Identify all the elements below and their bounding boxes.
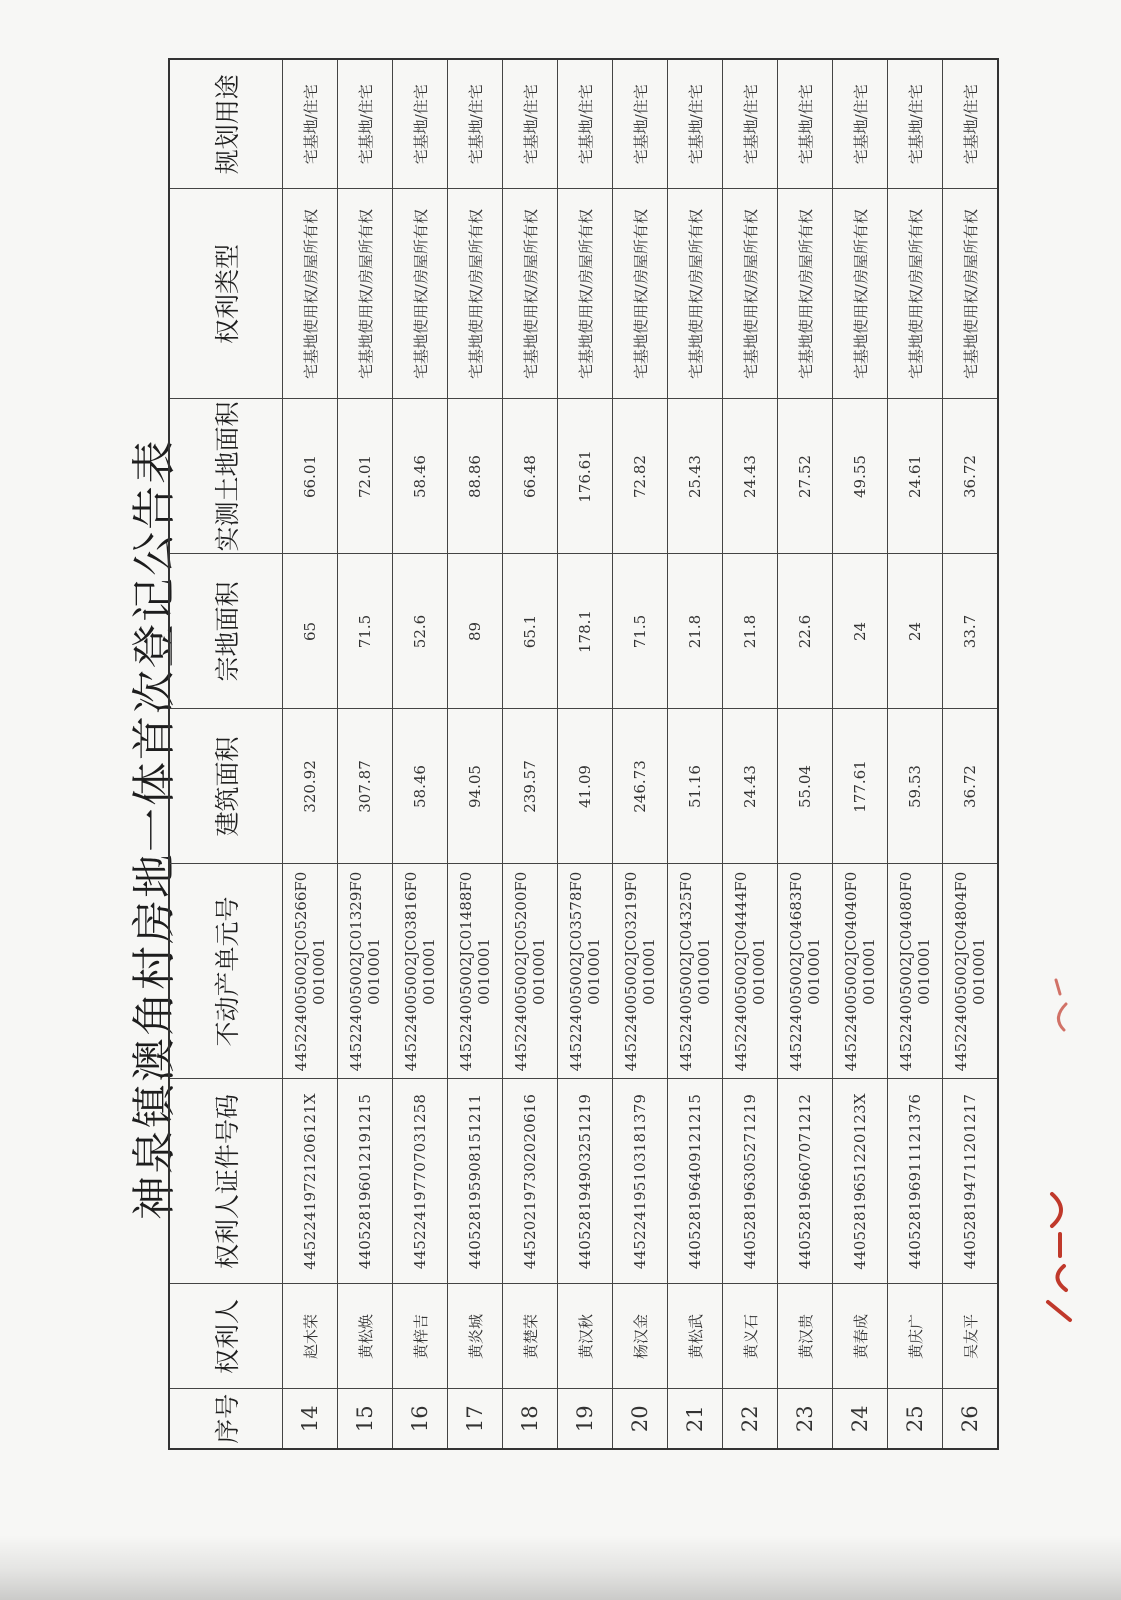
cell-right-type: 宅基地使用权/房屋所有权 bbox=[558, 189, 613, 399]
header-parcel-area: 宗地面积 bbox=[169, 554, 283, 709]
cell-owner: 黄炎城 bbox=[448, 1284, 503, 1389]
cell-planned-use: 宅基地/住宅 bbox=[668, 59, 723, 189]
cell-right-type: 宅基地使用权/房屋所有权 bbox=[668, 189, 723, 399]
cell-building-area: 320.92 bbox=[283, 709, 338, 864]
cell-owner: 黄楚荣 bbox=[503, 1284, 558, 1389]
cell-building-area: 58.46 bbox=[393, 709, 448, 864]
cell-unit-number: 445224005002JC04683F00010001 bbox=[778, 864, 833, 1079]
cell-surveyed-area: 72.01 bbox=[338, 399, 393, 554]
cell-right-type: 宅基地使用权/房屋所有权 bbox=[283, 189, 338, 399]
cell-owner: 黄汉贵 bbox=[778, 1284, 833, 1389]
table-row bbox=[723, 59, 778, 1449]
cell-surveyed-area: 66.01 bbox=[283, 399, 338, 554]
cell-planned-use: 宅基地/住宅 bbox=[778, 59, 833, 189]
cell-surveyed-area: 66.48 bbox=[503, 399, 558, 554]
cell-parcel-area: 178.1 bbox=[558, 554, 613, 709]
cell-building-area: 51.16 bbox=[668, 709, 723, 864]
cell-right-type: 宅基地使用权/房屋所有权 bbox=[503, 189, 558, 399]
table-row bbox=[283, 59, 338, 1449]
cell-seq: 19 bbox=[558, 1389, 613, 1449]
cell-owner: 杨汉金 bbox=[613, 1284, 668, 1389]
cell-surveyed-area: 36.72 bbox=[943, 399, 999, 554]
cell-parcel-area: 65.1 bbox=[503, 554, 558, 709]
cell-seq: 24 bbox=[833, 1389, 888, 1449]
cell-building-area: 55.04 bbox=[778, 709, 833, 864]
cell-unit-number: 445224005002JC04325F00010001 bbox=[668, 864, 723, 1079]
cell-parcel-area: 22.6 bbox=[778, 554, 833, 709]
cell-id-number: 440528196911121376 bbox=[888, 1079, 943, 1284]
cell-planned-use: 宅基地/住宅 bbox=[943, 59, 999, 189]
cell-unit-number: 445224005002JC05266F00010001 bbox=[283, 864, 338, 1079]
cell-building-area: 59.53 bbox=[888, 709, 943, 864]
cell-id-number: 445224197707031258 bbox=[393, 1079, 448, 1284]
cell-planned-use: 宅基地/住宅 bbox=[503, 59, 558, 189]
table-row bbox=[613, 59, 668, 1449]
cell-right-type: 宅基地使用权/房屋所有权 bbox=[833, 189, 888, 399]
document-title: 神泉镇澳角村房地一体首次登记公告表 bbox=[129, 438, 180, 1220]
cell-surveyed-area: 24.61 bbox=[888, 399, 943, 554]
cell-building-area: 246.73 bbox=[613, 709, 668, 864]
cell-id-number: 440528194711201217 bbox=[943, 1079, 999, 1284]
cell-owner: 黄松焕 bbox=[338, 1284, 393, 1389]
cell-owner: 黄汉秋 bbox=[558, 1284, 613, 1389]
cell-right-type: 宅基地使用权/房屋所有权 bbox=[888, 189, 943, 399]
header-surveyed-land-area: 实测土地面积 bbox=[169, 399, 283, 554]
table-row bbox=[393, 59, 448, 1449]
cell-id-number: 440528196607071212 bbox=[778, 1079, 833, 1284]
header-owner: 权利人 bbox=[169, 1284, 283, 1389]
cell-id-number: 445224195103181379 bbox=[613, 1079, 668, 1284]
cell-unit-number: 445224005002JC03219F00010001 bbox=[613, 864, 668, 1079]
cell-unit-number: 445224005002JC04804F00010001 bbox=[943, 864, 999, 1079]
cell-seq: 26 bbox=[943, 1389, 999, 1449]
cell-planned-use: 宅基地/住宅 bbox=[448, 59, 503, 189]
cell-seq: 23 bbox=[778, 1389, 833, 1449]
cell-planned-use: 宅基地/住宅 bbox=[613, 59, 668, 189]
cell-parcel-area: 71.5 bbox=[613, 554, 668, 709]
table-row bbox=[833, 59, 888, 1449]
cell-surveyed-area: 24.43 bbox=[723, 399, 778, 554]
header-building-area: 建筑面积 bbox=[169, 709, 283, 864]
table-row bbox=[558, 59, 613, 1449]
cell-building-area: 41.09 bbox=[558, 709, 613, 864]
cell-right-type: 宅基地使用权/房屋所有权 bbox=[338, 189, 393, 399]
header-planned-use: 规划用途 bbox=[169, 59, 283, 189]
handwriting-stroke bbox=[1056, 980, 1066, 1030]
cell-right-type: 宅基地使用权/房屋所有权 bbox=[393, 189, 448, 399]
cell-planned-use: 宅基地/住宅 bbox=[558, 59, 613, 189]
cell-parcel-area: 24 bbox=[833, 554, 888, 709]
cell-right-type: 宅基地使用权/房屋所有权 bbox=[723, 189, 778, 399]
cell-id-number: 44522419721206121X bbox=[283, 1079, 338, 1284]
cell-id-number: 440528195908151211 bbox=[448, 1079, 503, 1284]
cell-owner: 黄春成 bbox=[833, 1284, 888, 1389]
table-row bbox=[503, 59, 558, 1449]
cell-seq: 18 bbox=[503, 1389, 558, 1449]
cell-surveyed-area: 25.43 bbox=[668, 399, 723, 554]
cell-owner: 黄义石 bbox=[723, 1284, 778, 1389]
cell-parcel-area: 89 bbox=[448, 554, 503, 709]
cell-right-type: 宅基地使用权/房屋所有权 bbox=[943, 189, 999, 399]
cell-id-number: 44052819651220123X bbox=[833, 1079, 888, 1284]
cell-seq: 22 bbox=[723, 1389, 778, 1449]
table-row bbox=[338, 59, 393, 1449]
cell-unit-number: 445224005002JC03816F00010001 bbox=[393, 864, 448, 1079]
table-row bbox=[448, 59, 503, 1449]
cell-seq: 25 bbox=[888, 1389, 943, 1449]
cell-building-area: 24.43 bbox=[723, 709, 778, 864]
cell-id-number: 440528196409121215 bbox=[668, 1079, 723, 1284]
cell-parcel-area: 21.8 bbox=[723, 554, 778, 709]
cell-surveyed-area: 58.46 bbox=[393, 399, 448, 554]
cell-building-area: 239.57 bbox=[503, 709, 558, 864]
cell-owner: 吴友平 bbox=[943, 1284, 999, 1389]
table-row bbox=[668, 59, 723, 1449]
cell-surveyed-area: 72.82 bbox=[613, 399, 668, 554]
cell-parcel-area: 24 bbox=[888, 554, 943, 709]
cell-right-type: 宅基地使用权/房屋所有权 bbox=[613, 189, 668, 399]
cell-id-number: 440528196012191215 bbox=[338, 1079, 393, 1284]
cell-seq: 14 bbox=[283, 1389, 338, 1449]
cell-unit-number: 445224005002JC04080F00010001 bbox=[888, 864, 943, 1079]
header-right-type: 权利类型 bbox=[169, 189, 283, 399]
table-row bbox=[943, 59, 999, 1449]
header-unit-number: 不动产单元号 bbox=[169, 864, 283, 1079]
cell-right-type: 宅基地使用权/房屋所有权 bbox=[448, 189, 503, 399]
cell-planned-use: 宅基地/住宅 bbox=[338, 59, 393, 189]
cell-unit-number: 445224005002JC04040F00010001 bbox=[833, 864, 888, 1079]
cell-unit-number: 445224005002JC04444F00010001 bbox=[723, 864, 778, 1079]
cell-building-area: 307.87 bbox=[338, 709, 393, 864]
cell-planned-use: 宅基地/住宅 bbox=[833, 59, 888, 189]
cell-id-number: 445202197302020616 bbox=[503, 1079, 558, 1284]
cell-owner: 黄庆广 bbox=[888, 1284, 943, 1389]
table-row bbox=[888, 59, 943, 1449]
cell-planned-use: 宅基地/住宅 bbox=[283, 59, 338, 189]
cell-owner: 黄松武 bbox=[668, 1284, 723, 1389]
cell-unit-number: 445224005002JC01329F00010001 bbox=[338, 864, 393, 1079]
cell-surveyed-area: 27.52 bbox=[778, 399, 833, 554]
header-seq: 序号 bbox=[169, 1389, 283, 1449]
cell-parcel-area: 33.7 bbox=[943, 554, 999, 709]
cell-planned-use: 宅基地/住宅 bbox=[723, 59, 778, 189]
cell-owner: 赵木荣 bbox=[283, 1284, 338, 1389]
cell-building-area: 94.05 bbox=[448, 709, 503, 864]
cell-building-area: 177.61 bbox=[833, 709, 888, 864]
cell-id-number: 440528194903251219 bbox=[558, 1079, 613, 1284]
cell-unit-number: 445224005002JC05200F00010001 bbox=[503, 864, 558, 1079]
cell-right-type: 宅基地使用权/房屋所有权 bbox=[778, 189, 833, 399]
header-row bbox=[169, 59, 283, 1449]
cell-id-number: 440528196305271219 bbox=[723, 1079, 778, 1284]
cell-surveyed-area: 176.61 bbox=[558, 399, 613, 554]
cell-planned-use: 宅基地/住宅 bbox=[888, 59, 943, 189]
registration-table bbox=[168, 58, 999, 1450]
cell-seq: 17 bbox=[448, 1389, 503, 1449]
cell-unit-number: 445224005002JC01488F00010001 bbox=[448, 864, 503, 1079]
table-row bbox=[778, 59, 833, 1449]
cell-building-area: 36.72 bbox=[943, 709, 999, 864]
cell-parcel-area: 71.5 bbox=[338, 554, 393, 709]
handwriting-stroke bbox=[1048, 1194, 1070, 1320]
cell-seq: 16 bbox=[393, 1389, 448, 1449]
cell-seq: 15 bbox=[338, 1389, 393, 1449]
cell-surveyed-area: 49.55 bbox=[833, 399, 888, 554]
handwritten-seal-marks bbox=[1030, 910, 1090, 1330]
cell-planned-use: 宅基地/住宅 bbox=[393, 59, 448, 189]
cell-seq: 20 bbox=[613, 1389, 668, 1449]
cell-parcel-area: 52.6 bbox=[393, 554, 448, 709]
header-id-number: 权利人证件号码 bbox=[169, 1079, 283, 1284]
cell-surveyed-area: 88.86 bbox=[448, 399, 503, 554]
cell-parcel-area: 21.8 bbox=[668, 554, 723, 709]
cell-owner: 黄梓吉 bbox=[393, 1284, 448, 1389]
cell-seq: 21 bbox=[668, 1389, 723, 1449]
cell-unit-number: 445224005002JC03578F00010001 bbox=[558, 864, 613, 1079]
cell-parcel-area: 65 bbox=[283, 554, 338, 709]
